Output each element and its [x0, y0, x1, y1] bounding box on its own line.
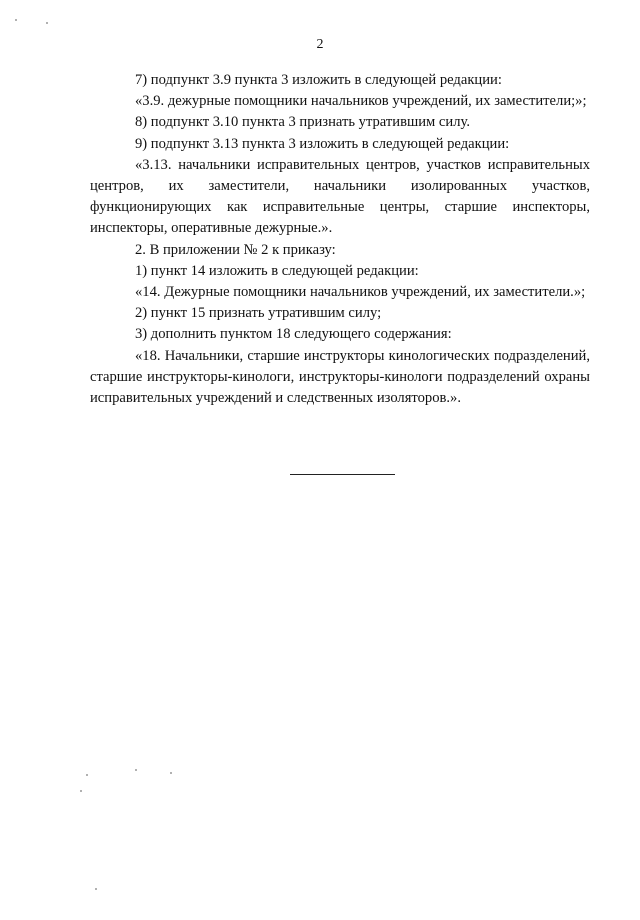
scan-speck [15, 19, 17, 21]
quoted-paragraph: «3.13. начальники исправительных центров, участков исправительных центров, их заместители, начальники изолированных участков, функционирующих как исправительные центры, старшие инспекторы, инспекторы, оперативные дежурные.». [90, 156, 590, 237]
scan-speck [170, 772, 172, 774]
closing-divider-line [290, 474, 395, 475]
amendment-paragraph: 3) дополнить пунктом 18 следующего содержания: [135, 326, 452, 343]
amendment-paragraph: 7) подпункт 3.9 пункта 3 изложить в следующей редакции: [135, 72, 502, 88]
document-body [90, 70, 590, 409]
scan-speck [95, 888, 97, 890]
amendment-paragraph: 2) пункт 15 признать утратившим силу; [135, 305, 382, 322]
scan-speck [86, 774, 88, 776]
quoted-paragraph: «14. Дежурные помощники начальников учреждений, их заместители.»; [135, 284, 586, 301]
scan-speck [46, 22, 48, 24]
amendment-paragraph: 8) подпункт 3.10 пункта 3 признать утратившим силу. [135, 114, 470, 131]
quoted-paragraph: «3.9. дежурные помощники начальников учреждений, их заместители;»; [135, 93, 587, 110]
section-heading-paragraph: 2. В приложении № 2 к приказу: [135, 241, 336, 258]
scan-speck [135, 769, 137, 771]
quoted-paragraph: «18. Начальники, старшие инструкторы кинологических подразделений, старшие инструкторы-кинологи, инструкторы-кинологи подразделений охраны исправительных учреждений и следственных изоляторов.». [90, 347, 590, 407]
amendment-paragraph: 1) пункт 14 изложить в следующей редакции: [135, 262, 419, 279]
scan-speck [80, 790, 82, 792]
amendment-paragraph: 9) подпункт 3.13 пункта 3 изложить в следующей редакции: [135, 135, 510, 152]
page-number: 2 [316, 37, 324, 52]
